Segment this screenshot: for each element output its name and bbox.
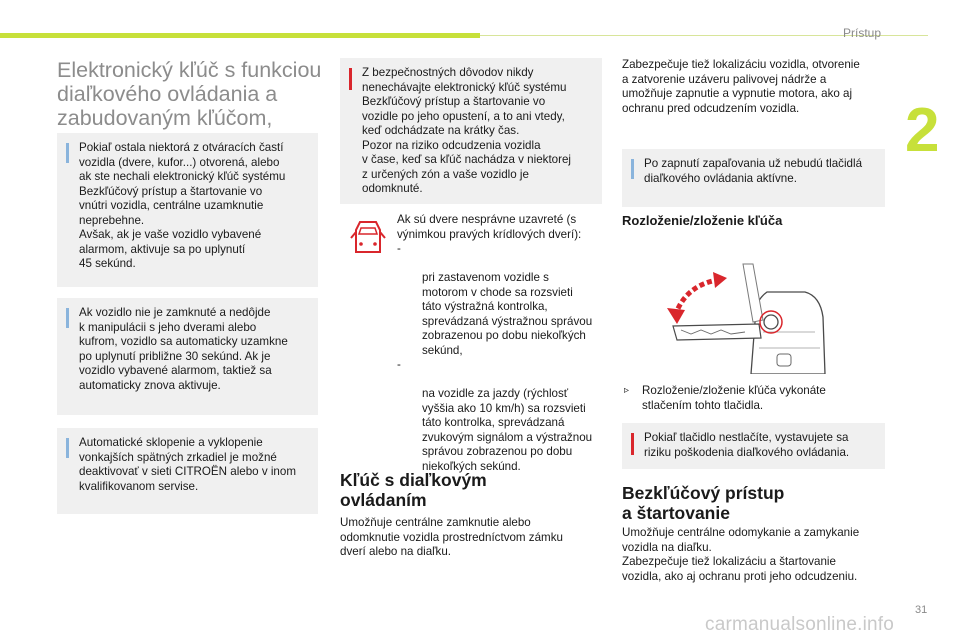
warning-box-keyless <box>340 58 602 204</box>
info-box-2 <box>57 298 318 415</box>
door-open-warning-icon <box>350 218 386 258</box>
page-title: Elektronický kľúč s funkciou diaľkového ovládania a zabudovaným kľúčom, <box>57 58 322 130</box>
remote-key-heading: Kľúč s diaľkovým ovládaním <box>340 470 487 510</box>
warning-box-fold <box>622 423 885 469</box>
warning-text-keyless: Z bezpečnostných dôvodov nikdy nenechávajte elektronický kľúč systému Bezkľúčový prístup a štartovanie vo vozidle po jeho opustení, a to ani vtedy, keď odchádzate na krátky čas. Pozor na riziko odcudzenia vozidla v čase, keď sa kľúč nachádza v niektorej z určených zón a vaše vozidlo je odomknuté. <box>362 66 571 195</box>
list-item <box>397 358 609 474</box>
door-warning-list <box>397 213 609 474</box>
info-text-2: Ak vozidlo nie je zamknuté a nedôjde k manipulácii s jeho dverami alebo kufrom, vozidlo sa automaticky uzamkne po uplynutí približne 30 sekúnd. Ak je vozidlo vybavené alarmom, taktiež sa automaticky znova aktivuje. <box>79 306 288 392</box>
door-warning-intro: Ak sú dvere nesprávne uzavreté (s výnimkou pravých krídlových dverí): <box>397 213 582 241</box>
info-icon <box>66 438 69 458</box>
info-text-ignition: Po zapnutí zapaľovania už nebudú tlačidlá diaľkového ovládania aktívne. <box>644 157 863 185</box>
list-item-text: pri zastavenom vozidle s motorom v chode sa rozsvieti táto výstražná kontrolka, sprevádzaná výstražnou správou zobrazenou po dobu niekoľkých sekúnd, <box>422 271 593 357</box>
keyless-heading: Bezkľúčový prístup a štartovanie <box>622 483 785 523</box>
header-accent-bar <box>0 33 480 38</box>
info-box-ignition <box>622 149 885 207</box>
warning-icon <box>631 433 634 455</box>
info-box-1 <box>57 133 318 287</box>
keyless-text: Umožňuje centrálne odomykanie a zamykanie vozidla na diaľku. Zabezpečuje tiež lokalizáciu a štartovanie vozidla, ako aj ochranu proti jeho odcudzeniu. <box>622 526 860 583</box>
info-icon <box>631 159 634 179</box>
section-name: Prístup <box>843 26 882 40</box>
fold-key-heading: Rozloženie/zloženie kľúča <box>622 213 783 228</box>
info-text-1: Pokiaľ ostala niektorá z otváracích častí vozidla (dvere, kufor...) otvorená, alebo ak ste nechali elektronický kľúč systému Bezkľúčový prístup a štartovanie vo vnútri vozidla, centrálne uzamknutie neprebehne. Avšak, ak je vaše vozidlo vybavené alarmom, aktivuje sa po uplynutí 45 sekúnd. <box>79 141 286 270</box>
remote-key-text: Umožňuje centrálne zamknutie alebo odomknutie vozidla prostredníctvom zámku dverí alebo na diaľku. <box>340 516 563 558</box>
fold-key-instruction <box>624 384 874 413</box>
key-fold-illustration <box>655 262 835 374</box>
list-item-text: na vozidle za jazdy (rýchlosť vyššia ako 10 km/h) sa rozsvieti táto kontrolka, sprevádzaná zvukovým signálom a výstražnou správou zobrazenou po dobu niekoľkých sekúnd. <box>422 387 593 473</box>
page-number: 31 <box>915 604 928 616</box>
warning-icon <box>349 68 352 90</box>
info-box-3 <box>57 428 318 514</box>
fold-key-instruction-text: Rozloženie/zloženie kľúča vykonáte stlačením tohto tlačidla. <box>642 384 826 412</box>
info-text-3: Automatické sklopenie a vyklopenie vonkajších spätných zrkadiel je možné deaktivovať v sieti CITROËN alebo v inom kvalifikovanom servise. <box>79 436 296 493</box>
arrow-bullet-icon: ▹ <box>624 385 630 396</box>
dash-bullet: - <box>397 242 401 255</box>
keyless-intro-text: Zabezpečuje tiež lokalizáciu vozidla, otvorenie a zatvorenie uzáveru palivovej nádrže a umožňuje zapnutie a vypnutie motora, ako aj ochranu pred odcudzením vozidla. <box>622 58 860 115</box>
dash-bullet: - <box>397 358 401 371</box>
list-item <box>397 242 609 358</box>
watermark: carmanualsonline.info <box>705 614 895 635</box>
info-icon <box>66 143 69 163</box>
info-icon <box>66 308 69 328</box>
warning-text-fold: Pokiaľ tlačidlo nestlačíte, vystavujete sa riziku poškodenia diaľkového ovládania. <box>644 431 850 459</box>
chapter-number: 2 <box>905 96 940 165</box>
